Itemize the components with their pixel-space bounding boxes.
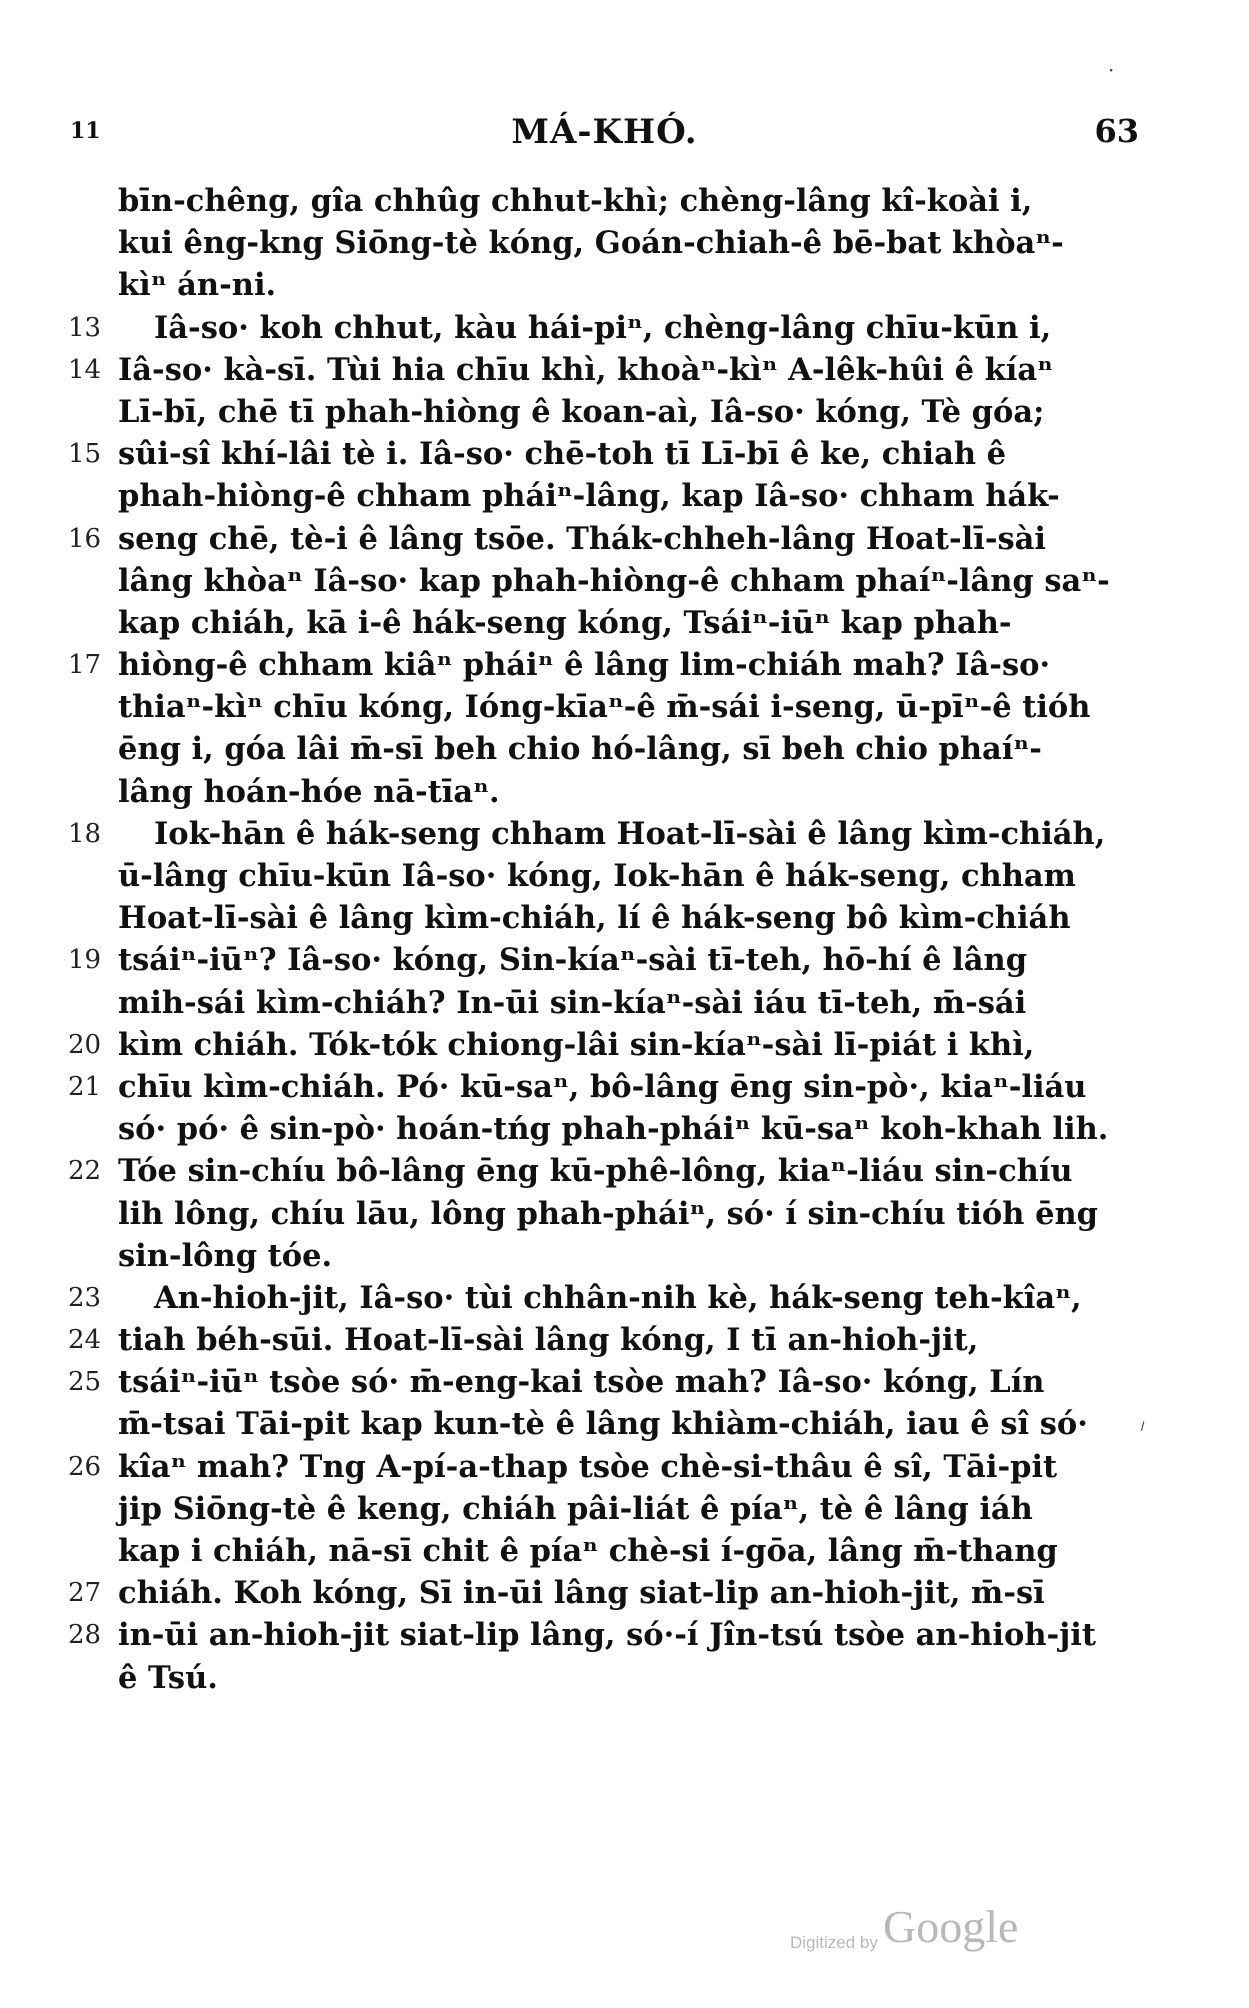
line-text: mih-sái kìm-chiáh? In-ūi sin-kíaⁿ-sài iáu tī-teh, m̄-sái — [118, 984, 1027, 1021]
text-line — [68, 728, 1148, 770]
line-text: kap chiáh, kā i-ê hák-seng kóng, Tsáiⁿ-iūⁿ kap phah- — [118, 604, 1012, 641]
text-line — [68, 771, 1148, 813]
line-text: kìm chiáh. Tók-tók chiong-lâi sin-kíaⁿ-sài lī-piát i khì, — [118, 1026, 1035, 1063]
line-text: só· pó· ê sin-pò· hoán-tńg phah-pháiⁿ kū-saⁿ koh-khah lih. — [118, 1111, 1109, 1148]
verse-number: 28 — [68, 1620, 102, 1651]
text-line — [68, 1193, 1148, 1235]
text-body — [68, 180, 1148, 1699]
line-text: tsáiⁿ-iūⁿ? Iâ-so· kóng, Sin-kíaⁿ-sài tī-teh, hō-hí ê lâng — [118, 942, 1028, 979]
text-line — [68, 1108, 1148, 1150]
text-line — [68, 1657, 1148, 1699]
line-text: phah-hiòng-ê chham pháiⁿ-lâng, kap Iâ-so· chham hák- — [118, 478, 1060, 515]
text-line — [68, 897, 1148, 939]
digitized-label: Digitized by — [790, 1933, 878, 1952]
verse-number: 17 — [68, 650, 102, 681]
text-line — [68, 1530, 1148, 1572]
verse-number: 24 — [68, 1325, 102, 1356]
verse-number: 27 — [68, 1578, 102, 1609]
line-text: jip Siōng-tè ê keng, chiáh pâi-liát ê píaⁿ, tè ê lâng iáh — [118, 1490, 1033, 1527]
text-line — [68, 1150, 1148, 1192]
text-line — [68, 1446, 1148, 1488]
verse-number: 25 — [68, 1367, 102, 1398]
text-line — [68, 1403, 1148, 1445]
text-line — [68, 180, 1148, 222]
text-line — [68, 475, 1148, 517]
text-line — [68, 349, 1148, 391]
line-text: Iâ-so· kà-sī. Tùi hia chīu khì, khoàⁿ-kìⁿ A-lêk-hûi ê kíaⁿ — [118, 351, 1053, 388]
text-line — [68, 1361, 1148, 1403]
text-line — [68, 813, 1148, 855]
line-text: Lī-bī, chē tī phah-hiòng ê koan-aì, Iâ-so· kóng, Tè góa; — [118, 393, 1045, 430]
text-line — [68, 644, 1148, 686]
verse-number: 16 — [68, 523, 102, 554]
line-text: Hoat-lī-sài ê lâng kìm-chiáh, lí ê hák-seng bô kìm-chiáh — [118, 900, 1071, 937]
verse-number: 21 — [68, 1071, 102, 1102]
text-line — [68, 686, 1148, 728]
text-line — [68, 433, 1148, 475]
text-line — [68, 264, 1148, 306]
line-text: Iok-hān ê hák-seng chham Hoat-lī-sài ê lâng kìm-chiáh, — [154, 815, 1106, 852]
text-line — [68, 307, 1148, 349]
line-text: sin-lông tóe. — [118, 1237, 333, 1274]
text-line — [68, 855, 1148, 897]
verse-number: 14 — [68, 354, 102, 385]
line-text: hiòng-ê chham kiâⁿ pháiⁿ ê lâng lim-chiáh mah? Iâ-so· — [118, 647, 1051, 684]
text-line — [68, 518, 1148, 560]
page-number: 63 — [1094, 112, 1139, 150]
line-text: bīn-chêng, gîa chhûg chhut-khì; chèng-lâng kî-koài i, — [118, 183, 1033, 219]
line-text: Iâ-so· koh chhut, kàu hái-piⁿ, chèng-lâng chīu-kūn i, — [154, 309, 1052, 346]
line-text: kap i chiáh, nā-sī chit ê píaⁿ chè-si í-gōa, lâng m̄-thang — [118, 1533, 1058, 1569]
text-line — [68, 1488, 1148, 1530]
line-text: An-hioh-jit, Iâ-so· tùi chhân-nih kè, hák-seng teh-kîaⁿ, — [154, 1279, 1082, 1316]
verse-number: 22 — [68, 1156, 102, 1187]
line-text: thiaⁿ-kìⁿ chīu kóng, Ióng-kīaⁿ-ê m̄-sái i-seng, ū-pīⁿ-ê tióh — [118, 689, 1091, 726]
digitized-watermark — [790, 1900, 1018, 1950]
line-text: kui êng-kng Siōng-tè kóng, Goán-chiah-ê bē-bat khòaⁿ- — [118, 225, 1064, 262]
text-line — [68, 391, 1148, 433]
line-text: m̄-tsai Tāi-pit kap kun-tè ê lâng khiàm-chiáh, iau ê sî só· — [118, 1406, 1088, 1443]
google-logo: Google — [882, 1901, 1019, 1952]
verse-number: 23 — [68, 1282, 102, 1313]
line-text: tiah béh-sūi. Hoat-lī-sài lâng kóng, I tī an-hioh-jit, — [118, 1322, 979, 1359]
line-text: in-ūi an-hioh-jit siat-lip lâng, só·-í Jîn-tsú tsòe an-hioh-jit — [118, 1617, 1096, 1654]
verse-number: 18 — [68, 818, 102, 849]
speck: · — [1108, 58, 1115, 82]
line-text: Tóe sin-chíu bô-lâng ēng kū-phê-lông, kiaⁿ-liáu sin-chíu — [118, 1153, 1073, 1190]
verse-number: 15 — [68, 439, 102, 470]
text-line — [68, 560, 1148, 602]
signature-mark: 11 — [70, 118, 101, 144]
running-title: MÁ-KHÓ. — [511, 112, 698, 152]
pencil-mark: ⸝ — [1129, 1409, 1151, 1435]
line-text: seng chē, tè-i ê lâng tsōe. Thák-chheh-lâng Hoat-lī-sài — [118, 520, 1047, 557]
verse-number: 13 — [68, 312, 102, 343]
text-line — [68, 1319, 1148, 1361]
text-line — [68, 1614, 1148, 1656]
line-text: ū-lâng chīu-kūn Iâ-so· kóng, Iok-hān ê hák-seng, chham — [118, 858, 1076, 894]
text-line — [68, 1024, 1148, 1066]
text-line — [68, 1066, 1148, 1108]
text-line — [68, 1277, 1148, 1319]
line-text: lih lông, chíu lāu, lông phah-pháiⁿ, só· í sin-chíu tióh ēng — [118, 1195, 1098, 1232]
text-line — [68, 1235, 1148, 1277]
line-text: tsáiⁿ-iūⁿ tsòe só· m̄-eng-kai tsòe mah? Iâ-so· kóng, Lín — [118, 1364, 1045, 1401]
line-text: lâng hoán-hóe nā-tīaⁿ. — [118, 773, 500, 810]
line-text: ēng i, góa lâi m̄-sī beh chio hó-lâng, sī beh chio phaíⁿ- — [118, 731, 1042, 768]
line-text: kîaⁿ mah? Tng A-pí-a-thap tsòe chè-si-thâu ê sî, Tāi-pit — [118, 1448, 1058, 1485]
line-text: ê Tsú. — [118, 1659, 218, 1696]
line-text: chīu kìm-chiáh. Pó· kū-saⁿ, bô-lâng ēng sin-pò·, kiaⁿ-liáu — [118, 1068, 1087, 1105]
text-line — [68, 1572, 1148, 1614]
verse-number: 20 — [68, 1029, 102, 1060]
verse-number: 26 — [68, 1451, 102, 1482]
text-line — [68, 939, 1148, 981]
line-text: kìⁿ án-ni. — [118, 267, 277, 304]
line-text: sûi-sî khí-lâi tè i. Iâ-so· chē-toh tī Lī-bī ê ke, chiah ê — [118, 436, 1007, 473]
verse-number: 19 — [68, 945, 102, 976]
line-text: lâng khòaⁿ Iâ-so· kap phah-hiòng-ê chham phaíⁿ-lâng saⁿ- — [118, 562, 1110, 599]
text-line — [68, 602, 1148, 644]
text-line — [68, 982, 1148, 1024]
text-line — [68, 222, 1148, 264]
line-text: chiáh. Koh kóng, Sī in-ūi lâng siat-lip an-hioh-jit, m̄-sī — [118, 1575, 1045, 1612]
page-header — [70, 112, 1139, 152]
